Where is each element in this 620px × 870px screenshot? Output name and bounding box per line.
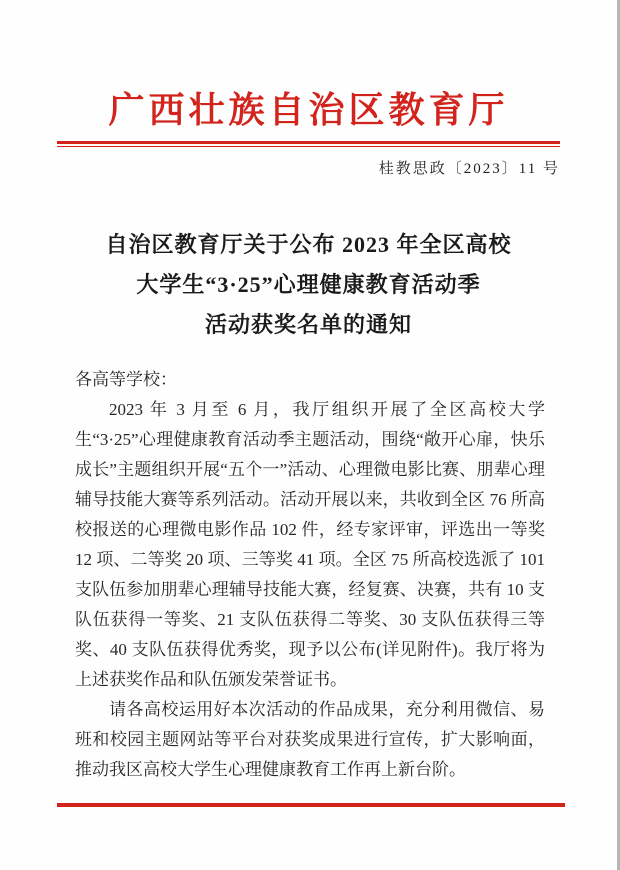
document-number: 桂教思政〔2023〕11 号 xyxy=(378,161,560,177)
letterhead-org-title: 广西壮族自治区教育厅 xyxy=(108,90,509,130)
document-title-line-3: 活动获奖名单的通知 xyxy=(204,312,412,337)
salutation: 各高等学校： xyxy=(75,370,177,389)
body-paragraph-1: 2023 年 3 月至 6 月，我厅组织开展了全区高校大学生“3·25”心理健康教育活动季主题活动，围绕“敞开心扉，快乐成长”主题组织开展“五个一”活动、心理微电影比赛、朋辈心理辅导技能大赛等系列活动。活动开展以来，共收到全区 76 所高校报送的心理微电影作品 102 件，经专家评审，评选出一等奖 12 项、二等奖 20 项、三等奖 41 项。全区 75 所高校选派了 101 支队伍参加朋辈心理辅导技能大赛，经复赛、决赛，共有 10 支队伍获得一等奖、21 支队伍获得二等奖、30 支队伍获得三等奖、40 支队伍获得优秀奖，现予以公布(详见附件)。我厅将为上述获奖作品和队伍颁发荣誉证书。 xyxy=(75,400,545,689)
letterhead-rule xyxy=(57,141,560,147)
footer-rule xyxy=(57,803,565,807)
document-title-line-2: 大学生“3·25”心理健康教育活动季 xyxy=(136,272,481,297)
letterhead-rule-thin xyxy=(57,146,560,147)
document-body xyxy=(57,365,560,785)
body-paragraph-2: 请各高校运用好本次活动的作品成果，充分利用微信、易班和校园主题网站等平台对获奖成果进行宣传，扩大影响面，推动我区高校大学生心理健康教育工作再上新台阶。 xyxy=(75,700,545,779)
document-title-line-1: 自治区教育厅关于公布 2023 年全区高校 xyxy=(105,232,512,257)
letterhead-rule-thick xyxy=(57,141,560,144)
document-content xyxy=(0,92,620,785)
document-title xyxy=(57,225,560,345)
